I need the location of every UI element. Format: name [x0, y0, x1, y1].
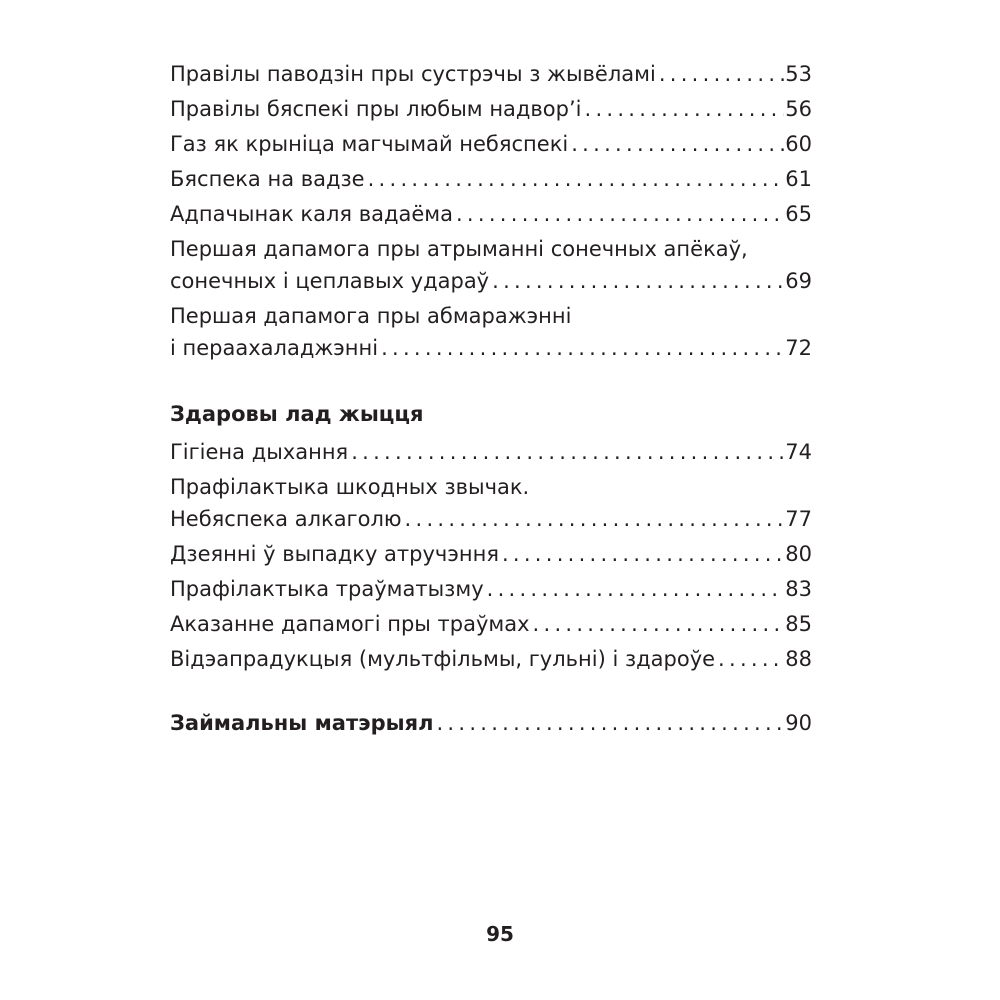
toc-entry-page: 88	[785, 647, 812, 671]
toc-entry-title: Правілы бяспекі пры любым надвор’і	[170, 97, 582, 121]
toc-entry-title: і пераахаладжэнні	[170, 336, 379, 360]
toc-entry-line	[170, 538, 812, 570]
toc-entry-page: 80	[785, 542, 812, 566]
toc-entry-line	[170, 163, 812, 195]
dot-leader	[351, 436, 784, 468]
toc-entry-title-line: Першая дапамога пры атрыманні сонечных апёкаў,	[170, 237, 748, 261]
table-of-contents	[170, 58, 812, 742]
section-heading: Здаровы лад жыцця	[170, 402, 424, 426]
toc-entry-line	[170, 128, 812, 160]
toc-entry[interactable]	[170, 93, 812, 125]
toc-entry-page: 61	[785, 167, 812, 191]
toc-entry-line	[170, 436, 812, 468]
toc-entry-page: 72	[785, 336, 812, 360]
toc-entry[interactable]	[170, 436, 812, 468]
toc-entry[interactable]	[170, 128, 812, 160]
toc-entry[interactable]	[170, 300, 812, 364]
toc-entry-line	[170, 643, 812, 675]
toc-group-healthy-lifestyle	[170, 436, 812, 675]
toc-entry-line	[170, 332, 812, 364]
toc-entry-line	[170, 503, 812, 535]
dot-leader	[436, 707, 784, 739]
toc-entry-title: Займальны матэрыял	[170, 711, 434, 735]
toc-entry-title: Відэапрадукцыя (мультфільмы, гульні) і здароўе	[170, 647, 716, 671]
toc-entry-page: 74	[785, 440, 812, 464]
toc-entry-line	[170, 265, 812, 297]
toc-entry-page: 85	[785, 612, 812, 636]
dot-leader	[585, 93, 785, 125]
dot-leader	[533, 608, 785, 640]
toc-entry-page: 60	[785, 132, 812, 156]
toc-entry-line	[170, 608, 812, 640]
toc-entry[interactable]	[170, 608, 812, 640]
toc-entry-page: 53	[785, 62, 812, 86]
toc-entry-title: Бяспека на вадзе	[170, 167, 365, 191]
toc-entry[interactable]	[170, 198, 812, 230]
toc-entry-title: Дзеянні ў выпадку атручэння	[170, 542, 499, 566]
dot-leader	[487, 573, 785, 605]
dot-leader	[502, 538, 784, 570]
dot-leader	[381, 332, 784, 364]
toc-entry-title: Адпачынак каля вадаёма	[170, 202, 453, 226]
toc-entry[interactable]	[170, 233, 812, 297]
toc-entry-title-line: Прафілактыка шкодных звычак.	[170, 475, 530, 499]
toc-entry-line	[170, 93, 812, 125]
toc-entry-title: Аказанне дапамогі пры траўмах	[170, 612, 530, 636]
toc-entry-page: 77	[785, 507, 812, 531]
toc-entry-line	[170, 198, 812, 230]
toc-group-safety	[170, 58, 812, 364]
dot-leader	[368, 163, 785, 195]
toc-entry-final[interactable]	[170, 707, 812, 739]
toc-entry-page: 56	[785, 97, 812, 121]
page-number: 95	[486, 922, 514, 946]
dot-leader	[571, 128, 784, 160]
toc-entry-title-line: Першая дапамога пры абмаражэнні	[170, 304, 572, 328]
dot-leader	[405, 503, 785, 535]
toc-entry-title: Небяспека алкаголю	[170, 507, 402, 531]
toc-entry-title: Газ як крыніца магчымай небяспекі	[170, 132, 569, 156]
dot-leader	[456, 198, 784, 230]
toc-entry-page: 83	[785, 577, 812, 601]
toc-entry[interactable]	[170, 163, 812, 195]
toc-entry[interactable]	[170, 471, 812, 535]
toc-entry-page: 90	[785, 711, 812, 735]
toc-entry-line	[170, 58, 812, 90]
toc-entry-title: Прафілактыка траўматызму	[170, 577, 484, 601]
toc-entry-page: 65	[785, 202, 812, 226]
toc-entry[interactable]	[170, 538, 812, 570]
dot-leader	[492, 265, 784, 297]
dot-leader	[659, 58, 784, 90]
toc-entry[interactable]	[170, 643, 812, 675]
dot-leader	[718, 643, 784, 675]
toc-entry-title: Гігіена дыхання	[170, 440, 349, 464]
toc-entry[interactable]	[170, 58, 812, 90]
toc-entry-line	[170, 573, 812, 605]
toc-entry-title: Правілы паводзін пры сустрэчы з жывёламі	[170, 62, 656, 86]
toc-entry-page: 69	[785, 269, 812, 293]
toc-entry[interactable]	[170, 573, 812, 605]
toc-entry-title: сонечных і цеплавых удараў	[170, 269, 490, 293]
toc-entry-line	[170, 707, 812, 739]
